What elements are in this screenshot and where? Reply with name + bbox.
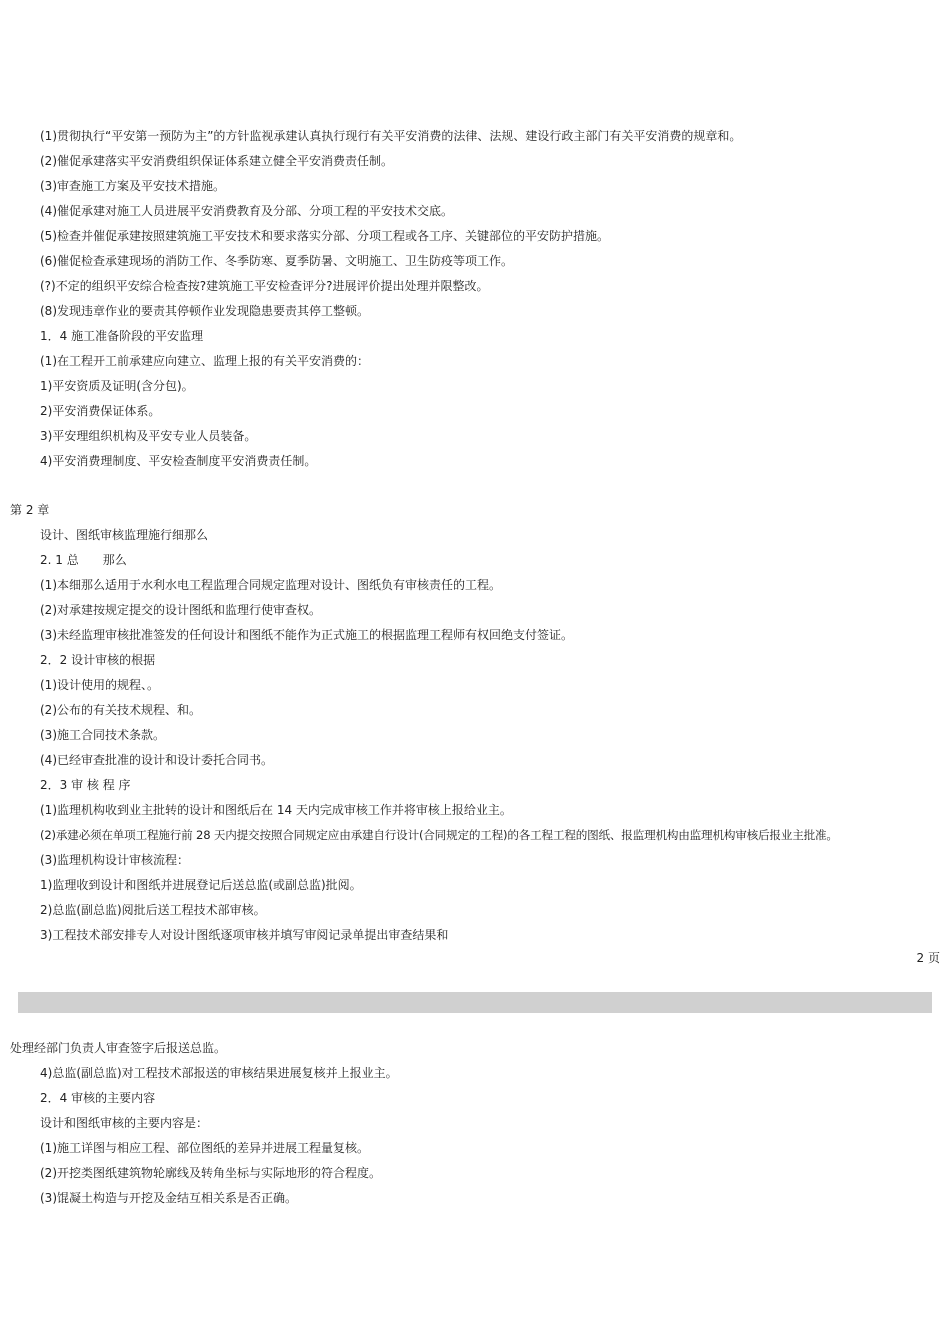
- paragraph-line: 处理经部门负责人审查签字后报送总监。: [10, 1041, 227, 1055]
- paragraph-line: (2)开挖类图纸建筑物轮廓线及转角坐标与实际地形的符合程度。: [40, 1166, 382, 1180]
- paragraph-line: (1)本细那么适用于水利水电工程监理合同规定监理对设计、图纸负有审核责任的工程。: [40, 578, 502, 592]
- paragraph-line: (2)公布的有关技术规程、和。: [40, 703, 201, 717]
- section-heading: 2. 1 总 那么: [40, 553, 127, 567]
- paragraph-line: 3)平安理组织机构及平安专业人员装备。: [40, 429, 257, 443]
- paragraph-line: 4)平安消费理制度、平安检查制度平安消费责任制。: [40, 454, 317, 468]
- paragraph-line: (1)在工程开工前承建应向建立、监理上报的有关平安消费的：: [40, 354, 370, 368]
- paragraph-line: (1)施工详图与相应工程、部位图纸的差异并进展工程量复核。: [40, 1141, 370, 1155]
- paragraph-line: 1)平安资质及证明(含分包)。: [40, 379, 194, 393]
- paragraph-line: (3)馄凝土构造与开挖及金结互相关系是否正确。: [40, 1191, 297, 1205]
- paragraph-line: (5)检查并催促承建按照建筑施工平安技术和要求落实分部、分项工程或各工序、关键部位的平安防护措施。: [40, 229, 610, 243]
- paragraph-line: (2)对承建按规定提交的设计图纸和监理行使审查权。: [40, 603, 322, 617]
- section-heading: 2．2 设计审核的根据: [40, 653, 156, 667]
- paragraph-line: (2)催促承建落实平安消费组织保证体系建立健全平安消费责任制。: [40, 154, 394, 168]
- chapter-heading: 第 2 章: [10, 503, 50, 517]
- paragraph-line: (3)施工合同技术条款。: [40, 728, 165, 742]
- paragraph-line: (4)催促承建对施工人员进展平安消费教育及分部、分项工程的平安技术交底。: [40, 204, 454, 218]
- section-heading: 2．4 审核的主要内容: [40, 1091, 156, 1105]
- page-number: 2 页: [916, 951, 940, 965]
- paragraph-line: (1)设计使用的规程、。: [40, 678, 159, 692]
- paragraph-line: (3)审查施工方案及平安技术措施。: [40, 179, 225, 193]
- paragraph-line: (8)发现违章作业的要责其停顿作业发现隐患要责其停工整顿。: [40, 304, 370, 318]
- paragraph-line: (?)不定的组织平安综合检查按?建筑施工平安检查评分?进展评价提出处理并限整改。: [40, 279, 489, 293]
- paragraph-line: 3)工程技术部安排专人对设计图纸逐项审核并填写审阅记录单提出审查结果和: [40, 928, 449, 942]
- paragraph-line: 2)平安消费保证体系。: [40, 404, 161, 418]
- paragraph-line: 1)监理收到设计和图纸并进展登记后送总监(或副总监)批阅。: [40, 878, 362, 892]
- section-heading: 2．3 审 核 程 序: [40, 778, 131, 792]
- paragraph-line: (1)监理机构收到业主批转的设计和图纸后在 14 天内完成审核工作并将审核上报给业主。: [40, 803, 512, 817]
- paragraph-line: (2)承建必须在单项工程施行前 28 天内提交按照合同规定应由承建自行设计(合同规定的工程)的各工程工程的图纸、报监理机构由监理机构审核后报业主批准。: [40, 828, 838, 842]
- chapter-title: 设计、图纸审核监理施行细那么: [40, 528, 209, 542]
- page-separator: [18, 992, 932, 1013]
- paragraph-line: (4)已经审查批准的设计和设计委托合同书。: [40, 753, 273, 767]
- paragraph-line: 4)总监(副总监)对工程技术部报送的审核结果进展复核并上报业主。: [40, 1066, 398, 1080]
- section-heading: 1．4 施工准备阶段的平安监理: [40, 329, 204, 343]
- paragraph-line: (6)催促检查承建现场的消防工作、冬季防寒、夏季防暑、文明施工、卫生防疫等项工作。: [40, 254, 514, 268]
- paragraph-line: (3)监理机构设计审核流程：: [40, 853, 189, 867]
- paragraph-line: 2)总监(副总监)阅批后送工程技术部审核。: [40, 903, 266, 917]
- paragraph-line: (1)贯彻执行“平安第一预防为主”的方针监视承建认真执行现行有关平安消费的法律、法规、建设行政主部门有关平安消费的规章和。: [40, 129, 742, 143]
- paragraph-line: 设计和图纸审核的主要内容是：: [40, 1116, 209, 1130]
- paragraph-line: (3)未经监理审核批准签发的任何设计和图纸不能作为正式施工的根据监理工程师有权回绝支付签证。: [40, 628, 574, 642]
